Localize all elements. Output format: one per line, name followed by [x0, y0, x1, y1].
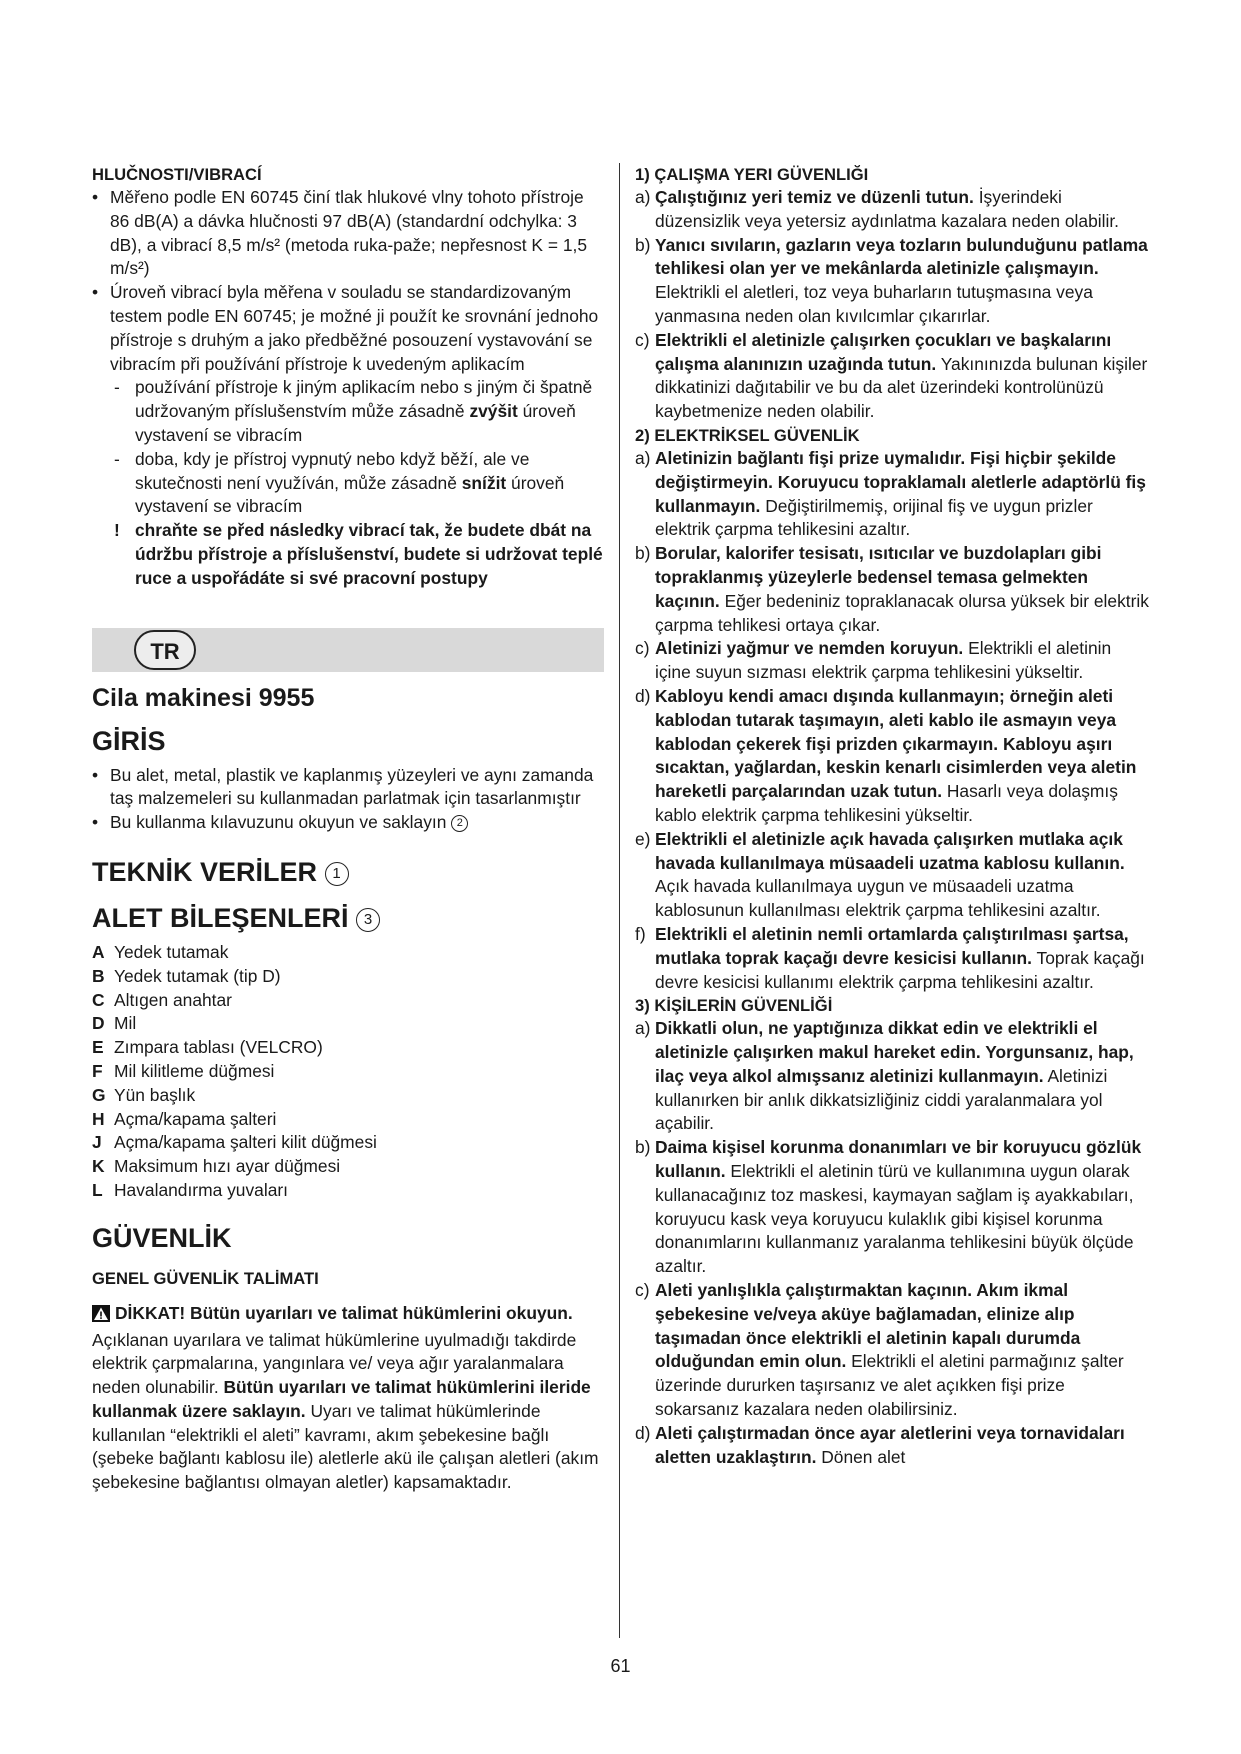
- component-item: E Zımpara tablası (VELCRO): [92, 1037, 323, 1058]
- section-2-heading: 2) ELEKTRİKSEL GÜVENLİK: [635, 425, 860, 445]
- vibration-dash-2: - doba, kdy je přístroj vypnutý nebo když běží, ale ve skutečnosti není využíván, může zásadně snížit úroveň vystavení se vibracím: [114, 448, 565, 517]
- section-giris: GİRİS: [92, 725, 166, 756]
- left-column: [92, 163, 604, 1495]
- vibration-bullet-1: • Měřeno podle EN 60745 činí tlak hlukové vlny tohoto přístroje 86 dB(A) a dávka hlučnosti 97 dB(A) (standardní odchylka: 3 dB), a vibrací 8,5 m/s² (metoda ruka-paže; nepřesnost K = 1,5 m/s²): [92, 186, 604, 281]
- warning-paragraph: DİKKAT! Bütün uyarıları ve talimat hükümlerini okuyun. Açıklanan uyarılara ve talimat hükümlerine uyulmadığı takdirde elektrik çarpmalarına, yangınlara ve/ veya ağır yaralanmalara neden olunabilir. Bütün uyarıları ve talimat hükümlerini ileride kullanmak üzere saklayın. Uyarı ve talimat hükümlerinde kullanılan “elektrikli el aleti” kavramı, akım şebekesine bağlı (şebeke bağlantı kablosu ile) aletlerle akü ile çalışan aletleri (akım şebekesine bağlantısı olmayan aletler) kapsamaktadır.: [92, 1302, 599, 1493]
- component-item: G Yün başlık: [92, 1084, 196, 1105]
- section-3-item: d) Aleti çalıştırmadan önce ayar aletlerini veya tornavidaları aletten uzaklaştırın. Dönen alet: [635, 1422, 1125, 1467]
- component-item: F Mil kilitleme düğmesi: [92, 1060, 275, 1081]
- section-teknik: TEKNİK VERİLER 1: [92, 855, 604, 889]
- section-alet: ALET BİLEŞENLERİ 3: [92, 901, 604, 935]
- section-1-item: c) Elektrikli el aletinizle çalışırken çocukları ve başkalarını çalışma alanınızın uzağında tutun. Yakınınızda bulunan kişiler dikkatinizi dağıtabilir ve bu da alet üzerindeki kontrolünüzü kaybetmenize neden olabilir.: [635, 329, 1148, 422]
- vibration-warning: ! chraňte se před následky vibrací tak, že budete dbát na údržbu přístroje a příslušenství, budete si udržovat teplé ruce a uspořádáte si své pracovní postupy: [114, 520, 603, 588]
- section-2-item: c) Aletinizi yağmur ve nemden koruyun. Elektrikli el aletinin içine suyun sızması elektrik çarpma tehlikesini yükseltir.: [635, 638, 1112, 683]
- exclamation-marker: !: [114, 520, 120, 541]
- component-item: A Yedek tutamak: [92, 941, 229, 962]
- vibration-bullet-2: • Úroveň vibrací byla měřena v souladu se standardizovaným testem podle EN 60745; je možné ji použít ke srovnání jednoho přístroje s druhým a jako předběžné posouzení vystavování se vibracím při používání přístroje k uvedeným aplikacím: [92, 281, 604, 376]
- section-3-item: b) Daima kişisel korunma donanımları ve bir koruyucu gözlük kullanın. Elektrikli el aletinin türü ve kullanımına uygun olarak kullanacağınız toz maskesi, kaymayan sağlam iş ayakkabıları, koruyucu kask veya koruyucu kulaklık gibi kişisel korunma donanımlarını kullanmanız yaralanma tehlikesini büyük ölçüde azaltır.: [635, 1137, 1142, 1277]
- section-3-heading: 3) KİŞİLERİN GÜVENLİĞİ: [635, 996, 833, 1016]
- dash-marker: -: [114, 377, 120, 398]
- section-1-item: b) Yanıcı sıvıların, gazların veya tozların bulunduğunu patlama tehlikesi olan yer ve mekânlarda aletinizle çalışmayın. Elektrikli el aletleri, toz veya buharların tutuşmasına veya yanmasına neden olan kıvılcımlar çıkarırlar.: [635, 234, 1148, 326]
- page-number: 61: [610, 1656, 631, 1676]
- language-bar: [92, 628, 604, 672]
- general-safety-heading: GENEL GÜVENLİK TALİMATI: [92, 1268, 319, 1288]
- components-list: [92, 941, 604, 1203]
- component-item: K Maksimum hızı ayar düğmesi: [92, 1156, 341, 1177]
- column-divider: [619, 163, 620, 1638]
- ref-circle-2: 2: [451, 815, 468, 832]
- section-2-item: a) Aletinizin bağlantı fişi prize uymalıdır. Fişi hiçbir şekilde değiştirmeyin. Koruyucu topraklamalı aletlerle adaptörlü fiş kullanmayın. Değiştirilmemiş, orijinal fiş ve uygun prizler elektrik çarpma tehlikesini azaltır.: [635, 447, 1146, 540]
- dash-marker: -: [114, 448, 120, 469]
- warning-triangle-icon: [92, 1305, 110, 1329]
- giris-bullet-2: • Bu kullanma kılavuzunu okuyun ve saklayın 2: [92, 811, 604, 835]
- section-1-heading: 1) ÇALIŞMA YERI GÜVENLIĞI: [635, 165, 869, 184]
- section-2-item: e) Elektrikli el aletinizle açık havada çalışırken mutlaka açık havada kullanılmaya müsaadeli uzatma kablosu kullanın. Açık havada kullanılmaya uygun ve müsaadeli uzatma kablosunun kullanılması elektrik çarpma tehlikesini azaltır.: [635, 828, 1125, 921]
- section-1-item: a) Çalıştığınız yeri temiz ve düzenli tutun. İşyerindeki düzensizlik veya yetersiz aydınlatma kazalara neden olabilir.: [635, 187, 1119, 231]
- component-item: C Altıgen anahtar: [92, 989, 232, 1010]
- giris-bullet-1: • Bu alet, metal, plastik ve kaplanmış yüzeyleri ve aynı zamanda taş malzemeleri su kullanmadan parlatmak için tasarlanmıştır: [92, 764, 604, 812]
- section-2-item: d) Kabloyu kendi amacı dışında kullanmayın; örneğin aleti kablodan tutarak taşımayın, aleti kablo ile asmayın veya kablodan çekerek fişi prizden çıkarmayın. Kabloyu aşırı sıcaktan, yağlardan, keskin kenarlı cisimlerden veya aletin hareketli parçalarından uzak tutun. Hasarlı veya dolaşmış kablo elektrik çarpma tehlikesini yükseltir.: [635, 685, 1137, 825]
- section-3-item: c) Aleti yanlışlıkla çalıştırmaktan kaçının. Akım ikmal şebekesine ve/veya aküye bağlamadan, elinize alıp taşımadan önce elektrikli el aletinin kapalı durumda olduğundan emin olun. Elektrikli el aletini parmağınız şalter üzerinde dururken taşırsanız ve alet açıkken fişi prize sokarsanız kazalara neden olabilirsiniz.: [635, 1280, 1124, 1420]
- language-badge-tr: TR: [134, 630, 196, 670]
- vibration-heading: HLUČNOSTI/VIBRACÍ: [92, 165, 262, 184]
- section-3-item: a) Dikkatli olun, ne yaptığınıza dikkat edin ve elektrikli el aletinizle çalışırken makul hareket edin. Yorgunsanız, hap, ilaç veya alkol almışsanız aletinizi kullanmayın. Aletinizi kullanırken bir anlık dikkatsizliğiniz ciddi yaralanmalara yol açabilir.: [635, 1018, 1134, 1134]
- right-column: [635, 163, 1150, 1469]
- vibration-dash-1: - používání přístroje k jiným aplikacím nebo s jiným či špatně udržovaným příslušenstvím může zásadně zvýšit úroveň vystavení se vibracím: [114, 377, 593, 445]
- component-item: H Açma/kapama şalteri: [92, 1108, 277, 1129]
- component-item: B Yedek tutamak (tip D): [92, 965, 281, 986]
- section-2-item: f) Elektrikli el aletinin nemli ortamlarda çalıştırılması şartsa, mutlaka toprak kaçağı devre kesicisi kullanın. Toprak kaçağı devre kesicisi kullanımı elektrik çarpma tehlikesini azaltır.: [635, 923, 1145, 992]
- section-guvenlik: GÜVENLİK: [92, 1222, 232, 1253]
- product-title: Cila makinesi 9955: [92, 683, 315, 712]
- section-2-item: b) Borular, kalorifer tesisatı, ısıtıcılar ve buzdolapları gibi topraklanmış yüzeylerle bedensel temasa gelmekten kaçının. Eğer bedeniniz topraklanacak olursa yüksek bir elektrik çarpma tehlikesi ortaya çıkar.: [635, 543, 1149, 635]
- component-item: L Havalandırma yuvaları: [92, 1179, 288, 1200]
- ref-circle-3: 3: [356, 908, 380, 932]
- ref-circle-1: 1: [325, 862, 349, 886]
- component-item: D Mil: [92, 1013, 137, 1034]
- component-item: J Açma/kapama şalteri kilit düğmesi: [92, 1132, 377, 1153]
